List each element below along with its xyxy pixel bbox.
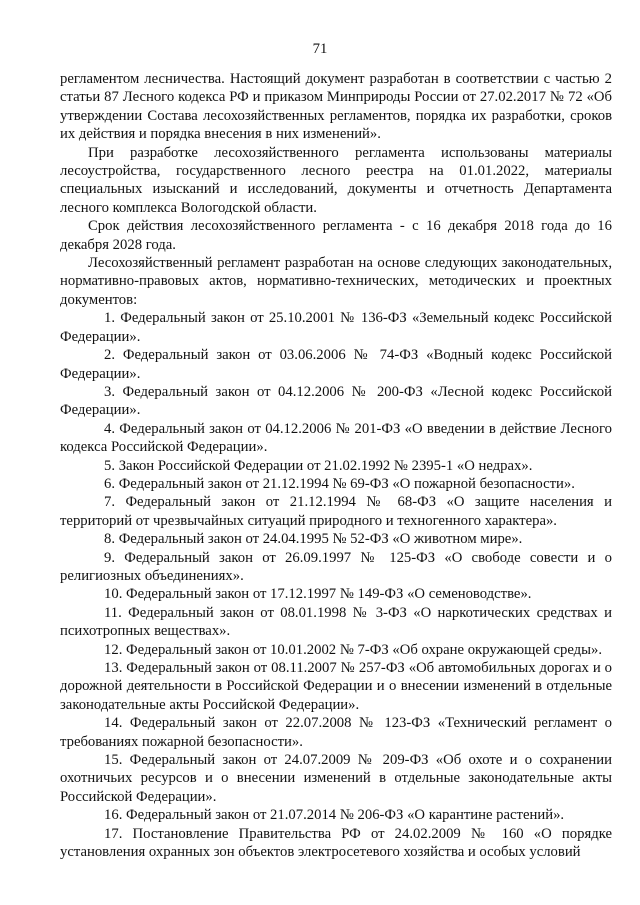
intro-paragraph-continuation: регламентом лесничества. Настоящий документ разработан в соответствии с частью 2 статьи 87 Лесного кодекса РФ и приказом Минприроды России от 27.02.2017 № 72 «Об утверждении Состава лесохозяйственных регламентов, порядка их разработки, сроков их действия и порядка внесения в них изменений». [60,71,612,143]
list-item: 2. Федеральный закон от 03.06.2006 № 74-ФЗ «Водный кодекс Российской Федерации». [60,347,612,382]
intro-paragraph-legal-basis: Лесохозяйственный регламент разработан на основе следующих законодательных, нормативно-правовых актов, нормативно-технических, методических и проектных документов: [60,255,612,308]
list-item: 11. Федеральный закон от 08.01.1998 № 3-ФЗ «О наркотических средствах и психотропных веществах». [60,604,612,640]
list-item: 4. Федеральный закон от 04.12.2006 № 201-ФЗ «О введении в действие Лесного кодекса Российской Федерации». [60,420,612,456]
page-number: 71 [312,41,328,57]
list-item: 13. Федеральный закон от 08.11.2007 № 257-ФЗ «Об автомобильных дорогах и о дорожной деятельности в Российской Федерации и о внесении изменений в отдельные законодательные акты Российской Федерации». [60,660,612,713]
list-item: 3. Федеральный закон от 04.12.2006 № 200-ФЗ «Лесной кодекс Российской Федерации». [60,383,612,419]
list-item: 16. Федеральный закон от 21.07.2014 № 206-ФЗ «О карантине растений». [104,807,565,824]
list-item: 15. Федеральный закон от 24.07.2009 № 209-ФЗ «Об охоте и о сохранении охотничьих ресурсов и о внесении изменений в отдельные законодательные акты Российской Федерации». [60,752,612,805]
list-item: 14. Федеральный закон от 22.07.2008 № 123-ФЗ «Технический регламент о требованиях пожарной безопасности». [60,715,612,750]
list-item: 6. Федеральный закон от 21.12.1994 № 69-ФЗ «О пожарной безопасности». [104,475,575,492]
list-item: 12. Федеральный закон от 10.01.2002 № 7-ФЗ «Об охране окружающей среды». [104,641,603,658]
intro-paragraph-materials: При разработке лесохозяйственного регламента использованы материалы лесоустройства, государственного лесного реестра на 01.01.2022, материалы специальных изысканий и исследований, документы и отчетность Департамента лесного комплекса Вологодской области. [60,144,612,216]
list-item: 1. Федеральный закон от 25.10.2001 № 136-ФЗ «Земельный кодекс Российской Федерации». [60,310,612,345]
list-item: 10. Федеральный закон от 17.12.1997 № 149-ФЗ «О семеноводстве». [104,586,532,603]
list-item: 5. Закон Российской Федерации от 21.02.1992 № 2395-1 «О недрах». [104,457,533,474]
list-item: 7. Федеральный закон от 21.12.1994 № 68-ФЗ «О защите населения и территорий от чрезвычайных ситуаций природного и техногенного характера». [60,494,612,529]
list-item: 9. Федеральный закон от 26.09.1997 № 125-ФЗ «О свободе совести и о религиозных объединениях». [60,549,612,584]
document-body [60,70,612,861]
list-item: 17. Постановление Правительства РФ от 24.02.2009 № 160 «О порядке установления охранных зон объектов электросетевого хозяйства и особых условий [60,825,612,861]
list-item: 8. Федеральный закон от 24.04.1995 № 52-ФЗ «О животном мире». [104,531,523,548]
intro-paragraph-validity-period: Срок действия лесохозяйственного регламента - с 16 декабря 2018 года до 16 декабря 2028 года. [60,218,612,253]
